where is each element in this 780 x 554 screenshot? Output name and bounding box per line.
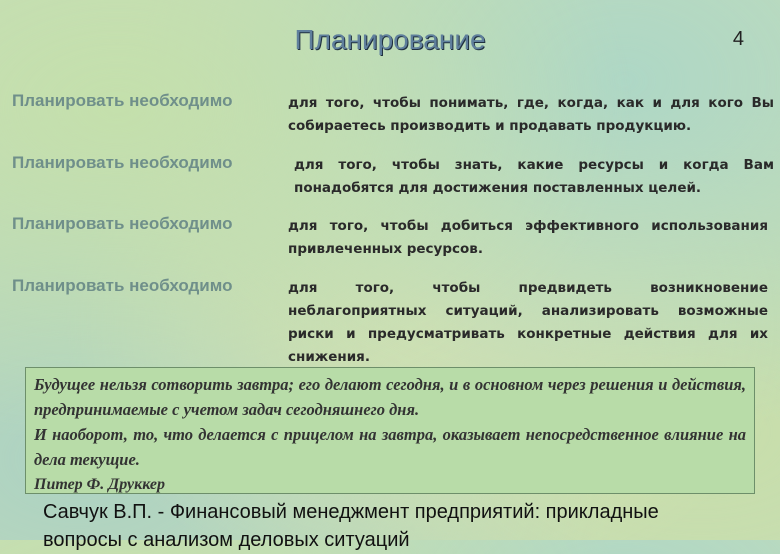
purpose-text: для того, чтобы предвидеть возникновение неблагоприятных ситуаций, анализировать возможные риски и предусматривать конкретные действия для их снижения. (288, 280, 768, 365)
quote-paragraph: Будущее нельзя сотворить завтра; его делают сегодня, и в основном через решения и действия, предпринимаемые с учетом задач сегодняшнего дня. (34, 375, 746, 419)
quote-paragraph: И наоборот, то, что делается с прицелом на завтра, оказывает непосредственное влияние на дела текущие. (34, 425, 746, 469)
purpose-lead: Планировать необходимо (12, 214, 233, 233)
purpose-text: для того, чтобы понимать, где, когда, как и для кого Вы собираетесь производить и продавать продукцию. (288, 95, 774, 134)
slide-title: Планирование (294, 24, 486, 55)
purpose-lead: Планировать необходимо (12, 153, 233, 172)
purpose-lead: Планировать необходимо (12, 276, 233, 295)
quote-box (25, 367, 755, 494)
page-number: 4 (732, 28, 744, 50)
purpose-text: для того, чтобы знать, какие ресурсы и когда Вам понадобятся для достижения поставленных целей. (294, 157, 774, 196)
quote-author: Питер Ф. Друккер (34, 476, 165, 493)
purpose-text: для того, чтобы добиться эффективного использования привлеченных ресурсов. (288, 218, 768, 257)
purpose-lead: Планировать необходимо (12, 91, 233, 110)
footer-citation: Савчук В.П. - Финансовый менеджмент предприятий: прикладные вопросы с анализом деловых ситуаций (43, 501, 659, 551)
